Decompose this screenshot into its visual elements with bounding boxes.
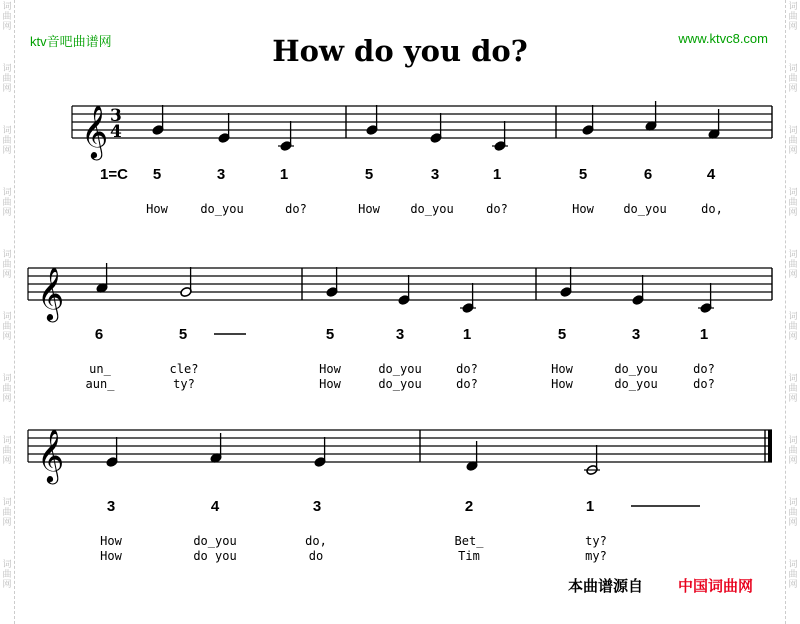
lyric-word: do? xyxy=(693,377,715,391)
jianpu-number: 1 xyxy=(699,326,709,343)
watermark-left: ktv音吧曲谱网 xyxy=(30,34,112,49)
lyric-word: do? xyxy=(456,377,478,391)
lyric-word: How xyxy=(146,202,168,216)
jianpu-number: 5 xyxy=(178,326,188,343)
jianpu-number: 3 xyxy=(430,166,440,183)
lyric-word: do_you xyxy=(614,377,658,391)
lyric-word: do? xyxy=(456,362,478,376)
lyric-word: How xyxy=(572,202,594,216)
jianpu-number: 1 xyxy=(462,326,472,343)
time-signature-top: 3 xyxy=(110,106,122,126)
lyric-word: do you xyxy=(193,549,237,563)
jianpu-number: 3 xyxy=(312,498,322,515)
lyric-word: How xyxy=(551,377,573,391)
lyric-word: un_ xyxy=(89,362,111,376)
side-watermark-mark: 词 曲 网 xyxy=(788,560,798,590)
jianpu-number: 4 xyxy=(210,498,220,515)
jianpu-number: 4 xyxy=(706,166,716,183)
jianpu-number: 3 xyxy=(631,326,641,343)
lyric-word: do? xyxy=(285,202,307,216)
jianpu-number: 3 xyxy=(216,166,226,183)
side-watermark-mark: 词 曲 网 xyxy=(788,312,798,342)
lyric-word: do, xyxy=(701,202,723,216)
lyric-word: do? xyxy=(486,202,508,216)
side-watermark-mark: 词 曲 网 xyxy=(2,2,12,32)
lyric-word: How xyxy=(319,362,341,376)
treble-clef: 𝄞 xyxy=(37,428,65,482)
lyric-word: do_you xyxy=(378,377,422,391)
key-signature-label: 1=C xyxy=(100,166,128,183)
jianpu-number: 5 xyxy=(578,166,588,183)
side-watermark-mark: 词 曲 网 xyxy=(788,374,798,404)
lyric-word: do_you xyxy=(614,362,658,376)
lyric-word: Bet_ xyxy=(454,534,484,548)
side-watermark-mark: 词 曲 网 xyxy=(2,312,12,342)
lyric-word: How xyxy=(100,549,122,563)
lyric-word: How xyxy=(100,534,122,548)
treble-clef: 𝄞 xyxy=(37,266,65,320)
final-barline-thick xyxy=(768,430,772,462)
side-watermark-mark: 词 曲 网 xyxy=(788,126,798,156)
side-watermark-mark: 词 曲 网 xyxy=(788,2,798,32)
jianpu-number: 1 xyxy=(492,166,502,183)
side-watermark-mark: 词 曲 网 xyxy=(788,64,798,94)
lyric-word: aun_ xyxy=(85,377,115,391)
treble-clef: 𝄞 xyxy=(81,104,109,158)
side-watermark-mark: 词 曲 网 xyxy=(2,188,12,218)
jianpu-number: 5 xyxy=(364,166,374,183)
lyric-word: Tim xyxy=(458,549,480,563)
lyric-word: do_you xyxy=(200,202,244,216)
lyric-word: do_you xyxy=(410,202,454,216)
side-watermark-mark: 词 曲 网 xyxy=(2,64,12,94)
lyric-word: ty? xyxy=(585,534,607,548)
jianpu-number: 1 xyxy=(279,166,289,183)
jianpu-number: 5 xyxy=(152,166,162,183)
side-watermark-mark: 词 曲 网 xyxy=(2,560,12,590)
lyric-word: How xyxy=(319,377,341,391)
lyric-word: ty? xyxy=(173,377,195,391)
lyric-word: How xyxy=(358,202,380,216)
lyric-word: do, xyxy=(305,534,327,548)
side-watermark-mark: 词 曲 网 xyxy=(2,436,12,466)
song-title: How do you do? xyxy=(272,34,528,68)
side-watermark-mark: 词 曲 网 xyxy=(2,126,12,156)
lyric-word: do_you xyxy=(378,362,422,376)
watermark-right: www.ktvc8.com xyxy=(678,31,768,46)
side-watermark-mark: 词 曲 网 xyxy=(788,188,798,218)
lyric-word: do? xyxy=(693,362,715,376)
jianpu-number: 5 xyxy=(325,326,335,343)
jianpu-number: 3 xyxy=(395,326,405,343)
lyric-word: do_you xyxy=(623,202,667,216)
source-site[interactable]: 中国词曲网 xyxy=(678,577,754,595)
lyric-word: do xyxy=(308,549,324,563)
jianpu-number: 6 xyxy=(643,166,653,183)
side-watermark-mark: 词 曲 网 xyxy=(2,498,12,528)
jianpu-number: 6 xyxy=(94,326,104,343)
side-watermark-mark: 词 曲 网 xyxy=(788,250,798,280)
jianpu-number: 5 xyxy=(557,326,567,343)
source-label: 本曲谱源自 xyxy=(568,577,644,595)
side-watermark-mark: 词 曲 网 xyxy=(788,436,798,466)
jianpu-number: 3 xyxy=(106,498,116,515)
lyric-word: cle? xyxy=(169,362,199,376)
time-signature-bottom: 4 xyxy=(110,122,122,142)
side-watermark-mark: 词 曲 网 xyxy=(2,250,12,280)
side-watermark-mark: 词 曲 网 xyxy=(788,498,798,528)
side-watermark-mark: 词 曲 网 xyxy=(2,374,12,404)
jianpu-number: 1 xyxy=(585,498,595,515)
lyric-word: How xyxy=(551,362,573,376)
lyric-word: do_you xyxy=(193,534,237,548)
lyric-word: my? xyxy=(585,549,607,563)
jianpu-number: 2 xyxy=(464,498,474,515)
